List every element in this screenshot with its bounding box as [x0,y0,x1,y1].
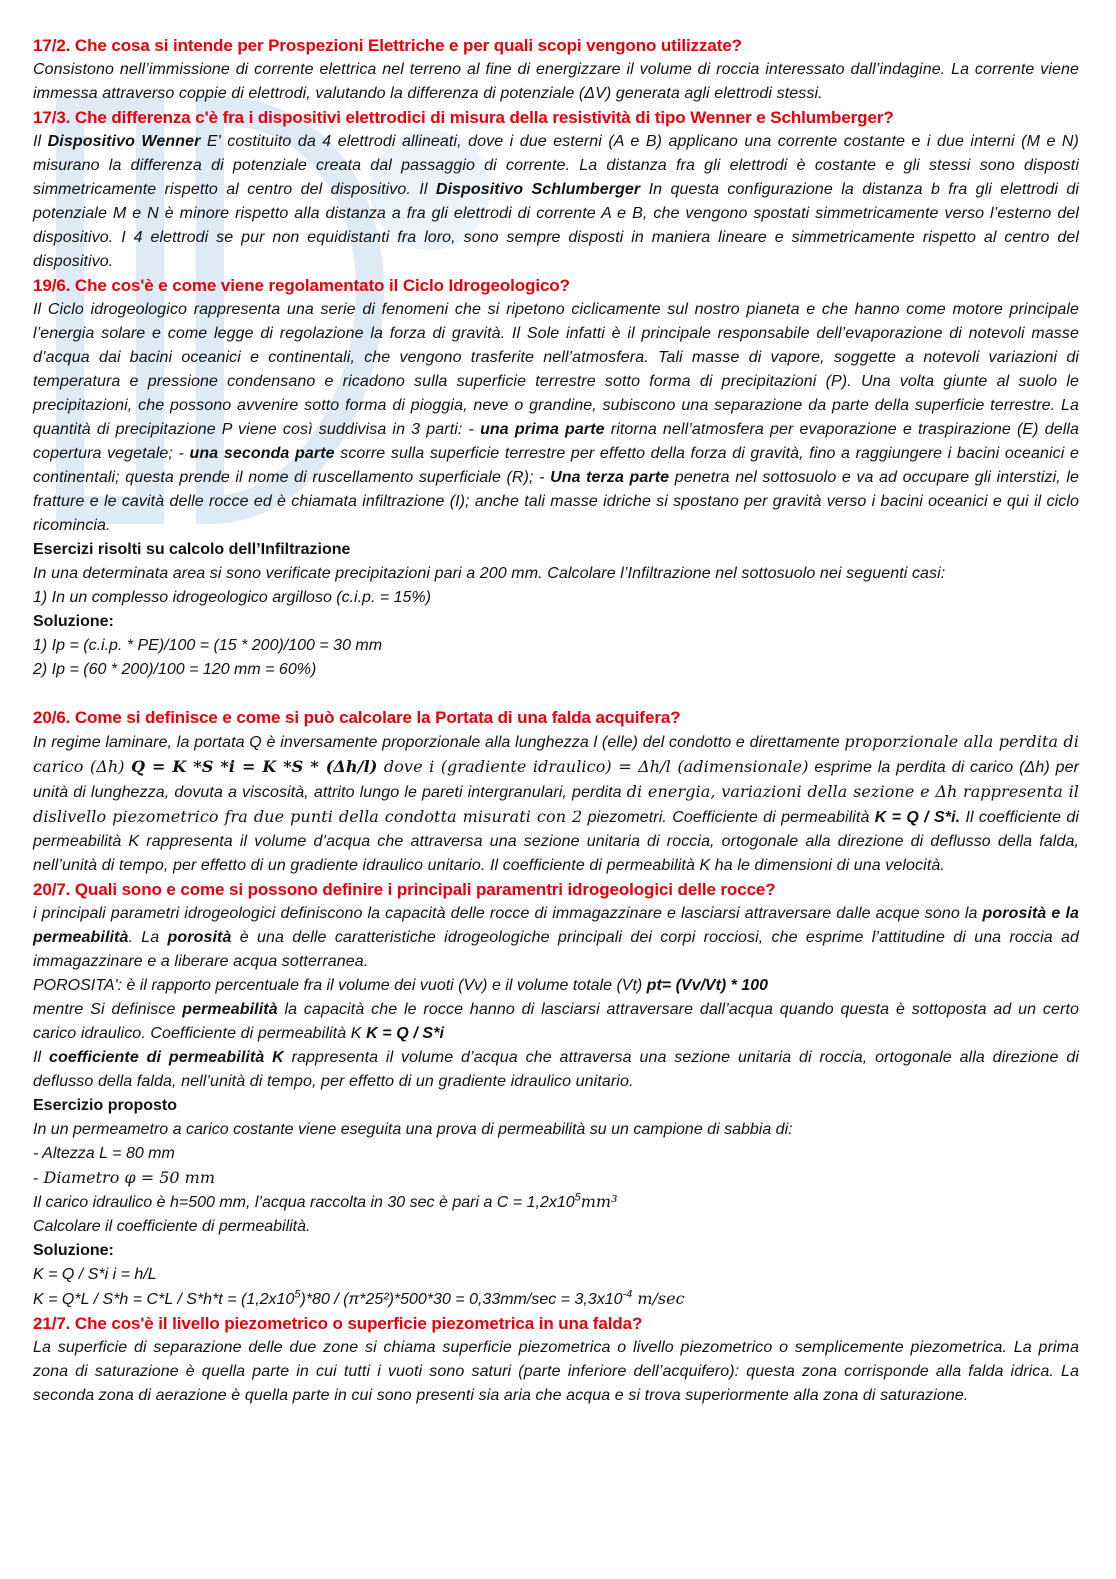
exercise-infiltration-solution-1: 1) Ip = (c.i.p. * PE)/100 = (15 * 200)/100 = 30 mm [33,637,383,654]
exercise-infiltration-case-1: 1) In un complesso idrogeologico argilloso (c.i.p. = 15%) [33,589,431,606]
proposed-exercise-solution-1: K = Q / S*i i = h/L [33,1266,157,1283]
question-17-3-answer: Il Dispositivo Wenner E' costituito da 4 elettrodi allineati, dove i due esterni (A e B) applicano una corrente costante e i due interni (M e N) misurano la differenza di potenziale creata dal passaggio di corrente. La distanza fra gli elettrodi è costante e gli stessi sono disposti simmetricamente rispetto al centro del dispositivo. Il Dispositivo Schlumberger In questa configurazione la distanza b fra gli elettrodi di potenziale M e N è minore rispetto alla distanza a fra gli elettrodi di corrente A e B, che vengono spostati simmetricamente verso l’esterno del dispositivo. I 4 elettrodi se pur non equidistanti fra loro, sono sempre disposti in maniera lineare e simmetricamente rispetto al centro del dispositivo. [33,133,1080,270]
proposed-exercise-intro: In un permeametro a carico costante viene eseguita una prova di permeabilità su un campione di sabbia di: [33,1121,793,1138]
exercise-infiltration-solution-2: 2) Ip = (60 * 200)/100 = 120 mm = 60%) [33,661,317,678]
permeability-coefficient-definition: Il coefficiente di permeabilità K rappresenta il volume d’acqua che attraversa una sezione unitaria di roccia, ortogonale alla direzione di deflusso della falda, nell’unità di tempo, per effetto di un gradiente idraulico unitario. [33,1049,1079,1090]
question-21-7-answer: La superficie di separazione delle due zone si chiama superficie piezometrica o livello piezometrico o semplicemente piezometrica. La prima zona di saturazione è quella parte in cui tutti i vuoti sono saturi (parte inferiore dell’acquifero): questa zona corrisponde alla falda idrica. La seconda zona di aerazione è quella parte in cui sono presenti sia aria che acqua e si trova superiormente alla zona di saturazione. [33,1339,1079,1404]
question-17-2-title: 17/2. Che cosa si intende per Prospezioni Elettriche e per quali scopi vengono utilizzate? [33,36,742,55]
question-21-7-title: 21/7. Che cos'è il livello piezometrico o superficie piezometrica in una falda? [33,1314,643,1333]
proposed-exercise-hydraulic-head: Il carico idraulico è h=500 mm, l’acqua raccolta in 30 sec è pari a $C = 1,2x10^5mm^3$ [33,1191,618,1211]
question-20-6-answer: In regime laminare, la portata Q è inversamente proporzionale alla lunghezza l (elle) del condotto e direttamente proporzionale alla perdita di carico (Δh) Q = K *S *i = K *S * (Δh/l) dove i (gradiente idraulico) = Δh/l (adimensionale) esprime la perdita di carico (Δh) per unità di lunghezza, dovuta a viscosità, attrito lungo le pareti intergranulari, perdita di energia, variazioni della sezione e Δh rappresenta il dislivello piezometrico fra due punti della condotta misurati con 2 piezometri. Coefficiente di permeabilità K = Q / S*i. Il coefficiente di permeabilità K rappresenta il volume d’acqua che attraversa una sezione unitaria di roccia, ortogonale alla direzione di deflusso della falda, nell’unità di tempo, per effetto di un gradiente idraulico unitario. Il coefficiente di permeabilità K ha le dimensioni di una velocità. [33,732,1079,874]
question-20-6-title: 20/6. Come si definisce e come si può calcolare la Portata di una falda acquifera? [33,708,681,727]
porosity-definition: POROSITA': è il rapporto percentuale fra il volume dei vuoti (Vv) e il volume totale (Vt) pt= (Vv/Vt) * 100 [33,977,769,994]
proposed-exercise-height: - Altezza L = 80 mm [33,1145,175,1162]
exercise-infiltration-heading: Esercizi risolti su calcolo dell’Infiltrazione [33,541,351,558]
question-17-3-title: 17/3. Che differenza c'è fra i dispositivi elettrodici di misura della resistività di tipo Wenner e Schlumberger? [33,108,894,127]
permeability-definition: mentre Si definisce permeabilità la capacità che le rocce hanno di lasciarsi attraversare dall’acqua quando questa è sottoposta ad un certo carico idraulico. Coefficiente di permeabilità K K = Q / S*i [33,1001,1079,1042]
proposed-exercise-solution-label: Soluzione: [33,1242,114,1259]
exercise-infiltration-solution-label: Soluzione: [33,613,114,630]
question-19-6-title: 19/6. Che cos'è e come viene regolamentato il Ciclo Idrogeologico? [33,276,570,295]
question-20-7-answer: i principali parametri idrogeologici definiscono la capacità delle rocce di immagazzinare e lasciarsi attraversare dalle acque sono la porosità e la permeabilità. La porosità è una delle caratteristiche idrogeologiche principali dei corpi rocciosi, che esprime l’attitudine di una roccia ad immagazzinare e a liberare acqua sotterranea. [33,905,1079,970]
spacer [33,682,1079,706]
question-19-6-answer: Il Ciclo idrogeologico rappresenta una serie di fenomeni che si ripetono ciclicamente sul nostro pianeta e che hanno come motore principale l’energia solare e come legge di regolazione la forza di gravità. Il Sole infatti è il principale responsabile dell’evaporazione di notevoli masse d’acqua dai bacini oceanici e continentali, che vengono trasferite nell’atmosfera. Tali masse di vapore, soggette a notevoli variazioni di temperatura e pressione condensano e ricadono sulla superficie terrestre sotto forma di precipitazioni (P). Una volta giunte al suolo le precipitazioni, che possono avvenire sotto forma di pioggia, neve o grandine, subiscono una separazione da parte della superficie terrestre. La quantità di precipitazione P viene così suddivisa in 3 parti: - una prima parte ritorna nell’atmosfera per evaporazione e traspirazione (E) della copertura vegetale; - una seconda parte scorre sulla superficie terrestre per effetto della forza di gravità, fino a raggiungere i bacini oceanici e continentali; questa prende il nome di ruscellamento superficiale (R); - Una terza parte penetra nel sottosuolo e va ad occupare gli interstizi, le fratture e le cavità delle rocce ed è chiamata infiltrazione (I); anche tali masse idriche si spostano per gravità verso i bacini oceanici e qui il ciclo ricomincia. [33,301,1080,534]
exercise-infiltration-text: In una determinata area si sono verificate precipitazioni pari a 200 mm. Calcolare l’Infiltrazione nel sottosuolo nei seguenti casi: [33,565,946,582]
question-17-2-answer: Consistono nell’immissione di corrente elettrica nel terreno al fine di energizzare il volume di roccia interessato dall’indagine. La corrente viene immessa attraverso coppie di elettrodi, valutando la differenza di potenziale (ΔV) generata agli elettrodi stessi. [33,61,1079,102]
proposed-exercise-heading: Esercizio proposto [33,1097,178,1114]
proposed-exercise-diameter: - Diametro φ = 50 mm [33,1168,215,1187]
question-20-7-title: 20/7. Quali sono e come si possono definire i principali paramentri idrogeologici delle rocce? [33,880,776,899]
document-page [33,34,1079,1408]
proposed-exercise-task: Calcolare il coefficiente di permeabilità. [33,1218,311,1235]
proposed-exercise-solution-2: $K = Q*L / S*h = C*L / S*h*t = (1,2x10^5)*80 / (\pi*25^2)*500*30 = 0,33mm/\sec = 3,3x10^{-4}$ m/sec [33,1288,685,1308]
